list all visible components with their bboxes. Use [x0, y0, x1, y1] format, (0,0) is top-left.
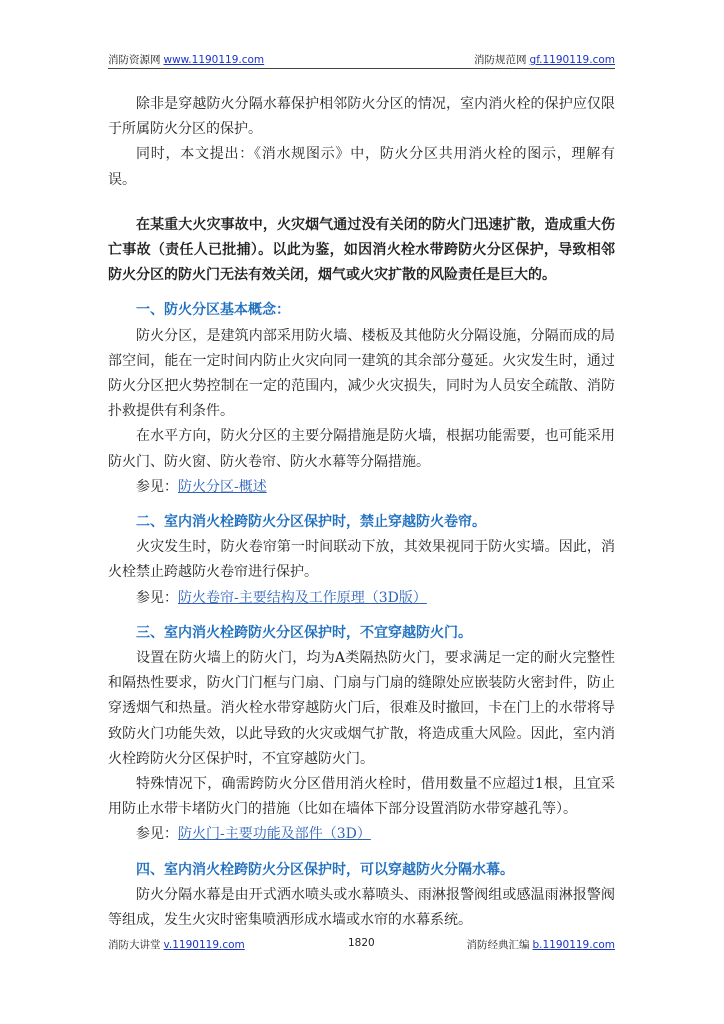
footer-right-link[interactable]: b.1190119.com [532, 939, 615, 951]
section-1-title: 一、防火分区基本概念： [136, 302, 290, 319]
footer-right [466, 937, 615, 952]
footer-left-label: 消防大讲堂 [108, 939, 161, 951]
intro-paragraph-2: 同时，本文提出：《消水规图示》中，防火分区共用消火栓的图示，理解有误。 [108, 146, 615, 188]
header-left-label: 消防资源网 [108, 54, 161, 66]
section-2-title: 二、室内消火栓跨防火分区保护时，禁止穿越防火卷帘。 [136, 514, 486, 531]
header-right-label: 消防规范网 [474, 54, 527, 66]
page-header [108, 52, 615, 69]
footer-right-label: 消防经典汇编 [466, 939, 530, 951]
section-3-reference-link[interactable]: 防火门-主要功能及部件（3D） [178, 826, 371, 843]
header-right [474, 52, 615, 67]
section-2-paragraph-1: 火灾发生时，防火卷帘第一时间联动下放，其效果视同于防火实墙。因此，消火栓禁止跨越防火卷帘进行保护。 [108, 539, 615, 581]
section-3-paragraph-1: 设置在防火墙上的防火门，均为A类隔热防火门，要求满足一定的耐火完整性和隔热性要求，防火门门框与门扇、门扇与门扇的缝隙处应嵌装防火密封件，防止穿透烟气和热量。消火栓水带穿越防火门后，很难及时撤回，卡在门上的水带将导致防火门功能失效，以此导致的火灾或烟气扩散，将造成重大风险。因此，室内消火栓跨防火分区保护时，不宜穿越防火门。 [108, 650, 615, 767]
section-1-paragraph-2: 在水平方向，防火分区的主要分隔措施是防火墙，根据功能需要，也可能采用防火门、防火窗、防火卷帘、防火水幕等分隔措施。 [108, 428, 615, 470]
bold-warning-paragraph: 在某重大火灾事故中，火灾烟气通过没有关闭的防火门迅速扩散，造成重大伤亡事故（责任人已批捕）。以此为鉴，如因消火栓水带跨防火分区保护，导致相邻防火分区的防火门无法有效关闭，烟气或火灾扩散的风险责任是巨大的。 [108, 216, 615, 284]
page-footer [108, 937, 615, 953]
section-1-paragraph-1: 防火分区，是建筑内部采用防火墙、楼板及其他防火分隔设施，分隔而成的局部空间，能在一定时间内防止火灾向同一建筑的其余部分蔓延。火灾发生时，通过防火分区把火势控制在一定的范围内，减少火灾损失，同时为人员安全疏散、消防扑救提供有利条件。 [108, 327, 615, 420]
intro-paragraph-1: 除非是穿越防火分隔水幕保护相邻防火分区的情况，室内消火栓的保护应仅限于所属防火分区的保护。 [108, 96, 615, 138]
header-right-link[interactable]: gf.1190119.com [529, 54, 615, 66]
section-1-reference-link[interactable]: 防火分区-概述 [178, 478, 267, 495]
page-number: 1820 [348, 937, 375, 949]
footer-left-link[interactable]: v.1190119.com [163, 939, 245, 951]
header-left [108, 52, 264, 67]
footer-left [108, 937, 245, 952]
section-3-paragraph-2: 特殊情况下，确需跨防火分区借用消火栓时，借用数量不应超过1根，且宜采用防止水带卡堵防火门的措施（比如在墙体下部分设置消防水带穿越孔等）。 [108, 776, 615, 818]
reference-prefix: 参见： [136, 478, 178, 495]
section-2-reference [108, 586, 615, 611]
page-content [108, 92, 615, 933]
section-1-reference [108, 475, 615, 500]
section-2-reference-link[interactable]: 防火卷帘-主要结构及工作原理（3D版） [178, 589, 427, 606]
section-4-paragraph-1: 防火分隔水幕是由开式洒水喷头或水幕喷头、雨淋报警阀组或感温雨淋报警阀等组成，发生火灾时密集喷洒形成水墙或水帘的水幕系统。 [108, 886, 615, 929]
section-3-reference [108, 822, 615, 847]
header-left-link[interactable]: www.1190119.com [163, 54, 265, 66]
reference-prefix: 参见： [136, 826, 178, 843]
reference-prefix: 参见： [136, 589, 178, 606]
section-4-title: 四、室内消火栓跨防火分区保护时，可以穿越防火分隔水幕。 [136, 861, 514, 878]
section-3-title: 三、室内消火栓跨防火分区保护时，不宜穿越防火门。 [136, 624, 472, 641]
